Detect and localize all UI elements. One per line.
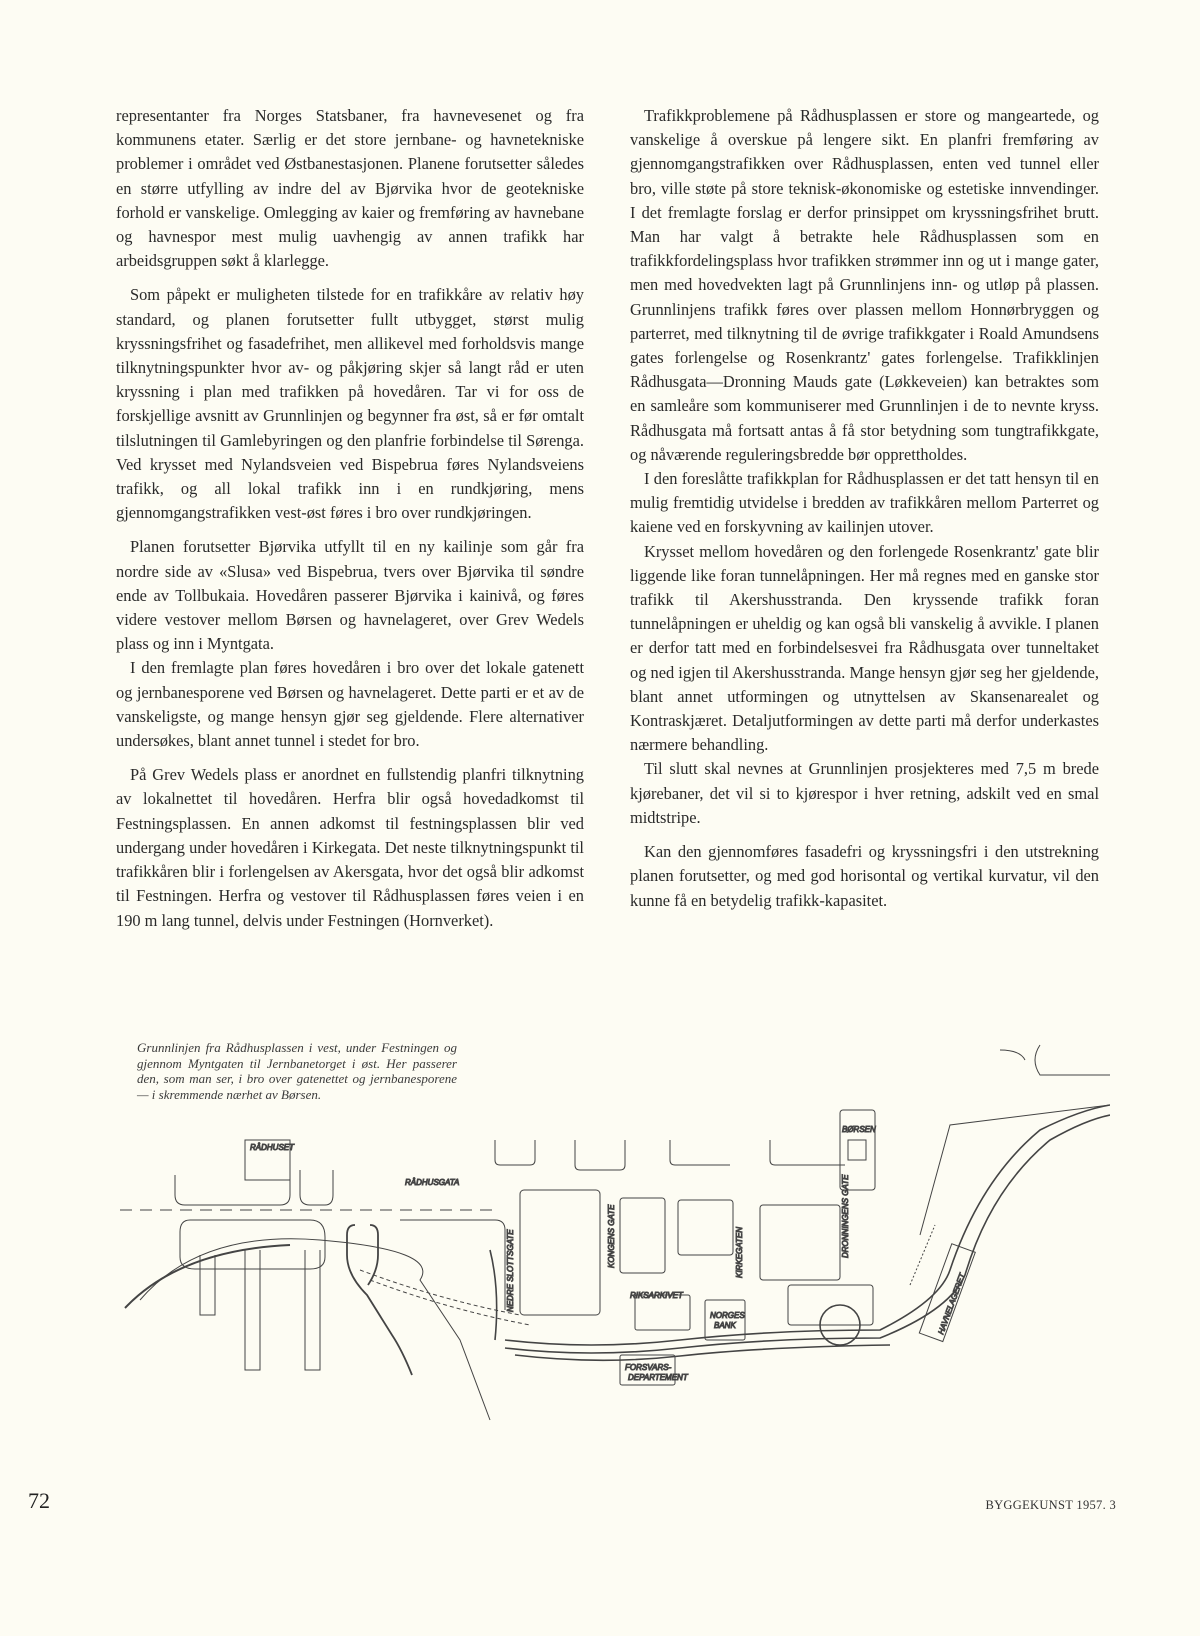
label-norges: NORGES (710, 1311, 745, 1320)
label-nedre-slottsgate: NEDRE SLOTTSGATE (506, 1229, 515, 1312)
left-text-column (116, 104, 584, 933)
paragraph: Krysset mellom hovedåren og den forlengede Rosenkrantz' gate blir liggende like foran tunnelåpningen. Her må regnes med en ganske stor trafikk til Akershusstranda. Den kryssende trafikk foran tunnelåpningen er uheldig og kan også bli vanskelig å avvikle. I planen er derfor tatt med en forbindelsesvei fra Rådhusgata over tunneltaket og ned igjen til Akershusstranda. Mange hensyn gjør seg her gjeldende, blant annet utformingen og utnyttelsen av Skansenarealet og Kontraskjæret. Detaljutformingen av dette parti må derfor underkastes nærmere behandling. (630, 541, 1099, 755)
figure-caption: Grunnlinjen fra Rådhusplassen i vest, under Festningen og gjennom Myntgaten til Jernbanetorget i øst. Her passerer den, som man ser, i bro over gatenettet og jernbanesporene — i skremmende nærhet av Børsen. (137, 1040, 457, 1102)
paragraph: Trafikkproblemene på Rådhusplassen er store og mangeartede, og vanskelige å overskue på lengere sikt. En planfri fremføring av gjennomgangstrafikken over Rådhusplassen, enten ved tunnel eller bro, ville støte på store teknisk-økonomiske og estetiske innvendinger. I det fremlagte forslag er derfor prinsippet om kryssningsfrihet brutt. Man har valgt å betrakte hele Rådhusplassen som en trafikkfordelingsplass hvor trafikken strømmer inn og ut i mange gater, men med hovedvekten lagt på Grunnlinjens inn- og utløp på plassen. Grunnlinjens trafikk føres over plassen mellom Honnørbryggen og parterret, med tilknytning til de øvrige trafikkgater i Roald Amundsens gates forlengelse og Rosenkrantz' gates forlengelse. Trafikklinjen Rådhusgata—Dronning Mauds gate (Løkkeveien) kan betraktes som en samleåre som kommuniserer med Grunnlinjen i de to nevnte kryss. Rådhusgata må fortsatt antas å få stor betydning som tungtrafikkgate, og nåværende reguleringsbredde bør opprettholdes. (630, 106, 1099, 464)
borsen-area (840, 1045, 1110, 1342)
label-radhuset: RÅDHUSET (250, 1143, 295, 1152)
riksarkivet-building (635, 1295, 690, 1330)
right-text-column (630, 104, 1099, 913)
label-kirkegaten: KIRKEGATEN (735, 1227, 744, 1278)
label-riksarkivet: RIKSARKIVET (630, 1291, 683, 1300)
grunnlinjen-main-road (490, 1105, 1110, 1360)
label-borsen: BØRSEN (842, 1125, 876, 1134)
label-dronningens-gate: DRONNINGENS GATE (841, 1174, 850, 1258)
label-radhusgata: RÅDHUSGATA (405, 1178, 460, 1187)
paragraph: representanter fra Norges Statsbaner, fra havnevesenet og fra kommunens etater. Særlig er det store jernbane- og havnetekniske problemer i området ved Østbanestasjonen. Planene forutsetter således en større utfylling av indre del av Bjørvika hvor de geotekniske forhold er vanskelige. Omlegging av kaier og fremføring av havnebane og havnespor mest mulig uavhengig av annen trafikk har arbeidsgruppen søkt å klarlegge. (116, 106, 584, 271)
label-departement: DEPARTEMENT (628, 1373, 688, 1382)
paragraph: Planen forutsetter Bjørvika utfyllt til en ny kailinje som går fra nordre side av «Slusa» ved Bispebrua, tvers over Bjørvika til søndre ende av Tollbukaia. Hovedåren passerer Bjørvika i kainivå, og føres videre vestover mellom Børsen og havnelageret, over Grev Wedels plass og inn i Myntgata. (116, 537, 584, 654)
paragraph: Til slutt skal nevnes at Grunnlinjen prosjekteres med 7,5 m brede kjørebaner, det vil si to kjørespor i hver retning, adskilt ved en smal midtstripe. (630, 759, 1099, 827)
paragraph: Kan den gjennomføres fasadefri og kryssningsfri i den utstrekning planen forutsetter, og med god horisontal og vertikal kurvatur, vil den kunne få en betydelig trafikk-kapasitet. (630, 842, 1099, 910)
label-kongens-gate: KONGENS GATE (607, 1204, 616, 1268)
piers (200, 1250, 320, 1370)
radhusplassen-area (120, 1140, 530, 1420)
paragraph: I den foreslåtte trafikkplan for Rådhusplassen er det tatt hensyn til en mulig fremtidig utvidelse i bredden av trafikkåren mellom Parterret og kaiene ved en forskyvning av kailinjen utover. (630, 469, 1099, 537)
label-bank: BANK (714, 1321, 736, 1330)
paragraph: På Grev Wedels plass er anordnet en fullstendig planfri tilknytning av lokalnettet til hovedåren. Herfra blir også hovedadkomst til Festningsplassen. En annen adkomst til festningsplassen blir ved undergang under hovedåren i Kirkegata. Det neste tilknytningspunkt til trafikkåren blir i forlengelsen av Akersgata, hvor det også blir adkomst til Festningen. Herfra og vestover til Rådhusplassen føres veien i en 190 m lang tunnel, delvis under Festningen (Hornverket). (116, 765, 584, 930)
label-forsvars: FORSVARS- (625, 1363, 672, 1372)
page-number: 72 (28, 1488, 50, 1513)
running-footer: BYGGEKUNST 1957. 3 (985, 1498, 1116, 1512)
paragraph: I den fremlagte plan føres hovedåren i bro over det lokale gatenett og jernbanesporene ved Børsen og havnelageret. Dette parti er et av de vanskeligste, og mange hensyn gjør seg gjeldende. Flere alternativer undersøkes, blant annet tunnel i stedet for bro. (116, 658, 584, 751)
label-havnelageret: HAVNELAGERET (936, 1272, 967, 1336)
borsen-building (848, 1140, 866, 1160)
paragraph: Som påpekt er muligheten tilstede for en trafikkåre av relativ høy standard, og planen forutsetter fullt utbygget, størst mulig kryssningsfrihet og fasadefrihet, men allikevel med forholdsvis mange tilknytningspunkter hvor av- og påkjøring skjer så langt råd er uten kryssning i plan med trafikken på hovedåren. Tar vi for oss de forskjellige avsnitt av Grunnlinjen og begynner fra øst, så er før omtalt tilslutningen til Gamlebyringen og den planfrie forbindelse til Sørenga. Ved krysset med Nylandsveien ved Bispebrua føres Nylandsveiens trafikk, og all lokal trafikk inn i en rundkjøring, mens gjennomgangstrafikken vest-øst føres i bro over rundkjøringen. (116, 285, 584, 523)
